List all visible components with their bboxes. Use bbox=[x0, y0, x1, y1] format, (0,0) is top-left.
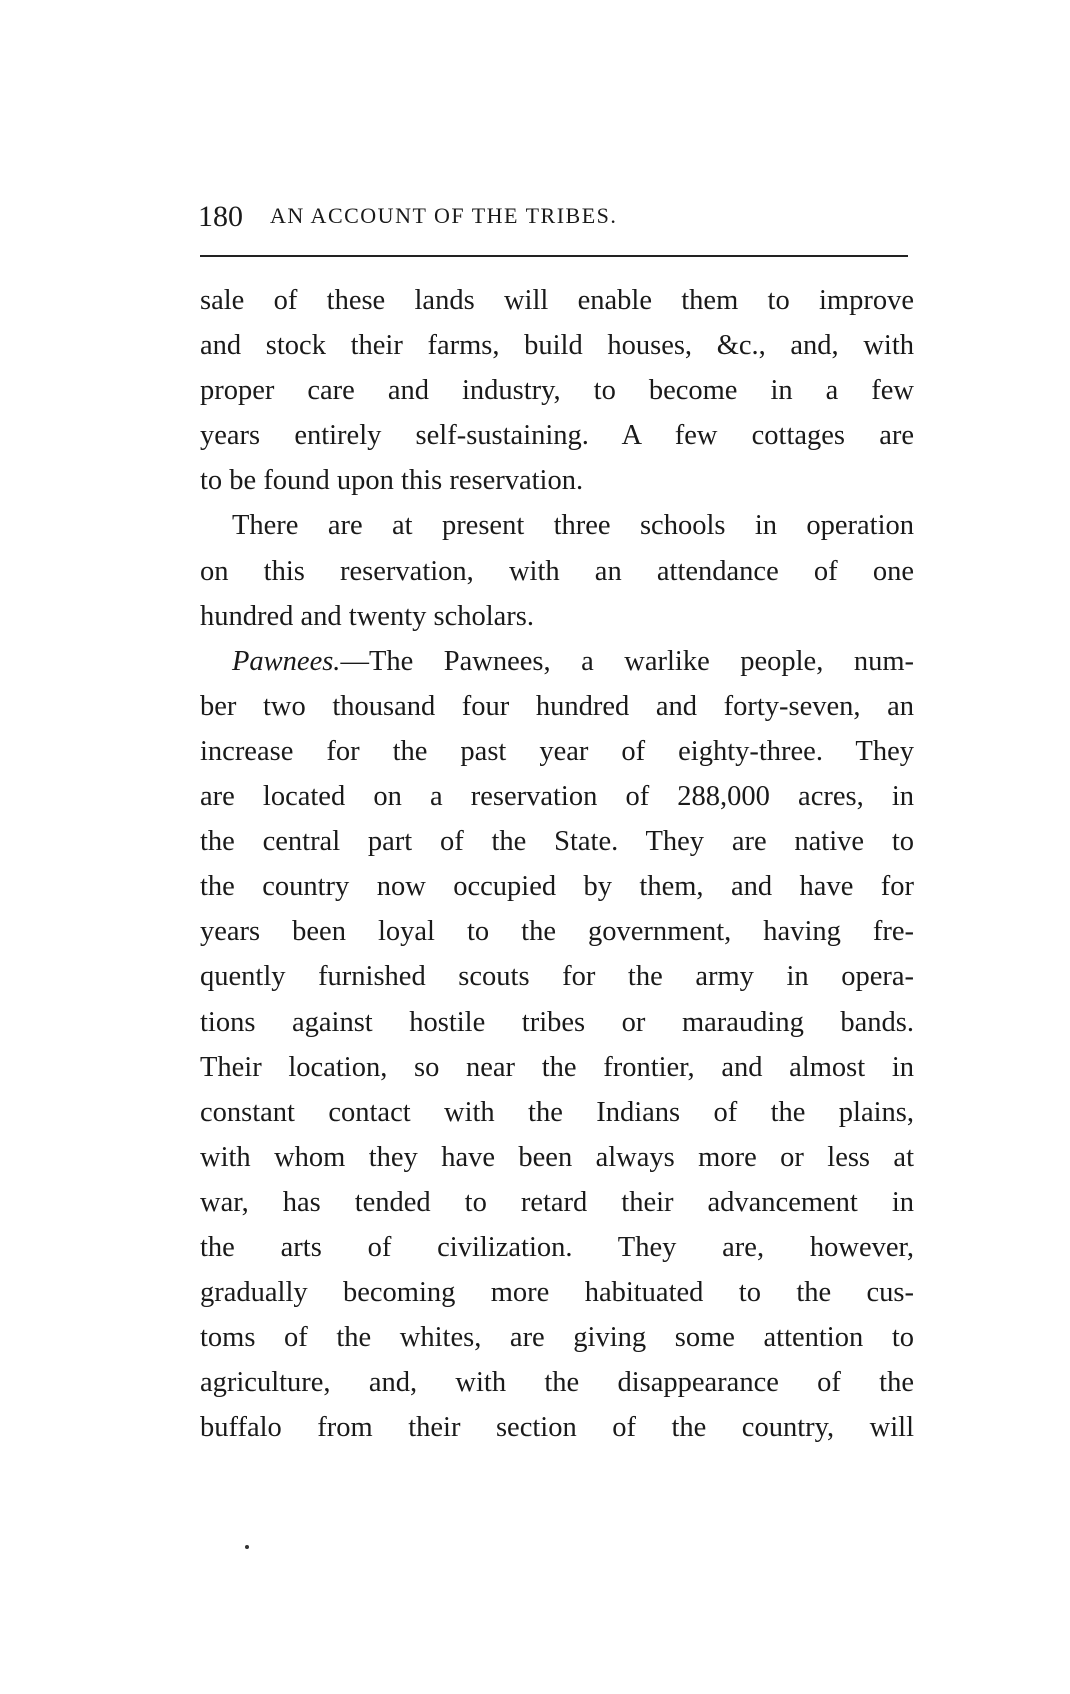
text-line: gradually becoming more habituated to the cus- bbox=[200, 1277, 914, 1309]
page-number: 180 bbox=[198, 200, 243, 233]
text-line: war, has tended to retard their advancement in bbox=[200, 1186, 914, 1218]
text-line: quently furnished scouts for the army in opera- bbox=[200, 961, 914, 993]
italic-heading: Pawnees. bbox=[232, 645, 341, 677]
scan-speck bbox=[245, 1545, 249, 1549]
text-line: There are at present three schools in operation bbox=[232, 510, 914, 542]
text-line: agriculture, and, with the disappearance of the bbox=[200, 1367, 914, 1399]
text-line: sale of these lands will enable them to improve bbox=[200, 285, 914, 316]
page-body bbox=[200, 278, 914, 1450]
running-header bbox=[198, 200, 910, 234]
text-line: toms of the whites, are giving some attention to bbox=[200, 1322, 914, 1354]
text-line: ber two thousand four hundred and forty-seven, an bbox=[200, 690, 914, 722]
text-line: the central part of the State. They are native to bbox=[200, 826, 914, 858]
text-line: to be found upon this reservation. bbox=[200, 465, 584, 497]
header-rule bbox=[200, 255, 908, 257]
text-line: hundred and twenty scholars. bbox=[200, 600, 534, 632]
text-line: increase for the past year of eighty-three. They bbox=[200, 735, 914, 767]
text-line: proper care and industry, to become in a few bbox=[200, 375, 914, 407]
text-line: the country now occupied by them, and have for bbox=[200, 871, 914, 903]
text-line: buffalo from their section of the country, will bbox=[200, 1412, 914, 1444]
text-line: on this reservation, with an attendance of one bbox=[200, 555, 914, 587]
text-line-rest: —The Pawnees, a warlike people, num- bbox=[340, 645, 914, 677]
text-line: the arts of civilization. They are, however, bbox=[200, 1231, 914, 1263]
text-line: constant contact with the Indians of the plains, bbox=[200, 1096, 914, 1128]
text-line: years been loyal to the government, having fre- bbox=[200, 916, 914, 948]
text-line-pawnees bbox=[200, 639, 914, 684]
text-line: years entirely self-sustaining. A few cottages are bbox=[200, 420, 914, 452]
text-line: and stock their farms, build houses, &c., and, with bbox=[200, 330, 914, 362]
text-line: Their location, so near the frontier, and almost in bbox=[200, 1051, 914, 1083]
text-line: tions against hostile tribes or marauding bands. bbox=[200, 1006, 914, 1038]
text-line: with whom they have been always more or less at bbox=[200, 1141, 914, 1173]
running-title: AN ACCOUNT OF THE TRIBES. bbox=[270, 203, 618, 228]
text-line: are located on a reservation of 288,000 acres, in bbox=[200, 781, 914, 813]
